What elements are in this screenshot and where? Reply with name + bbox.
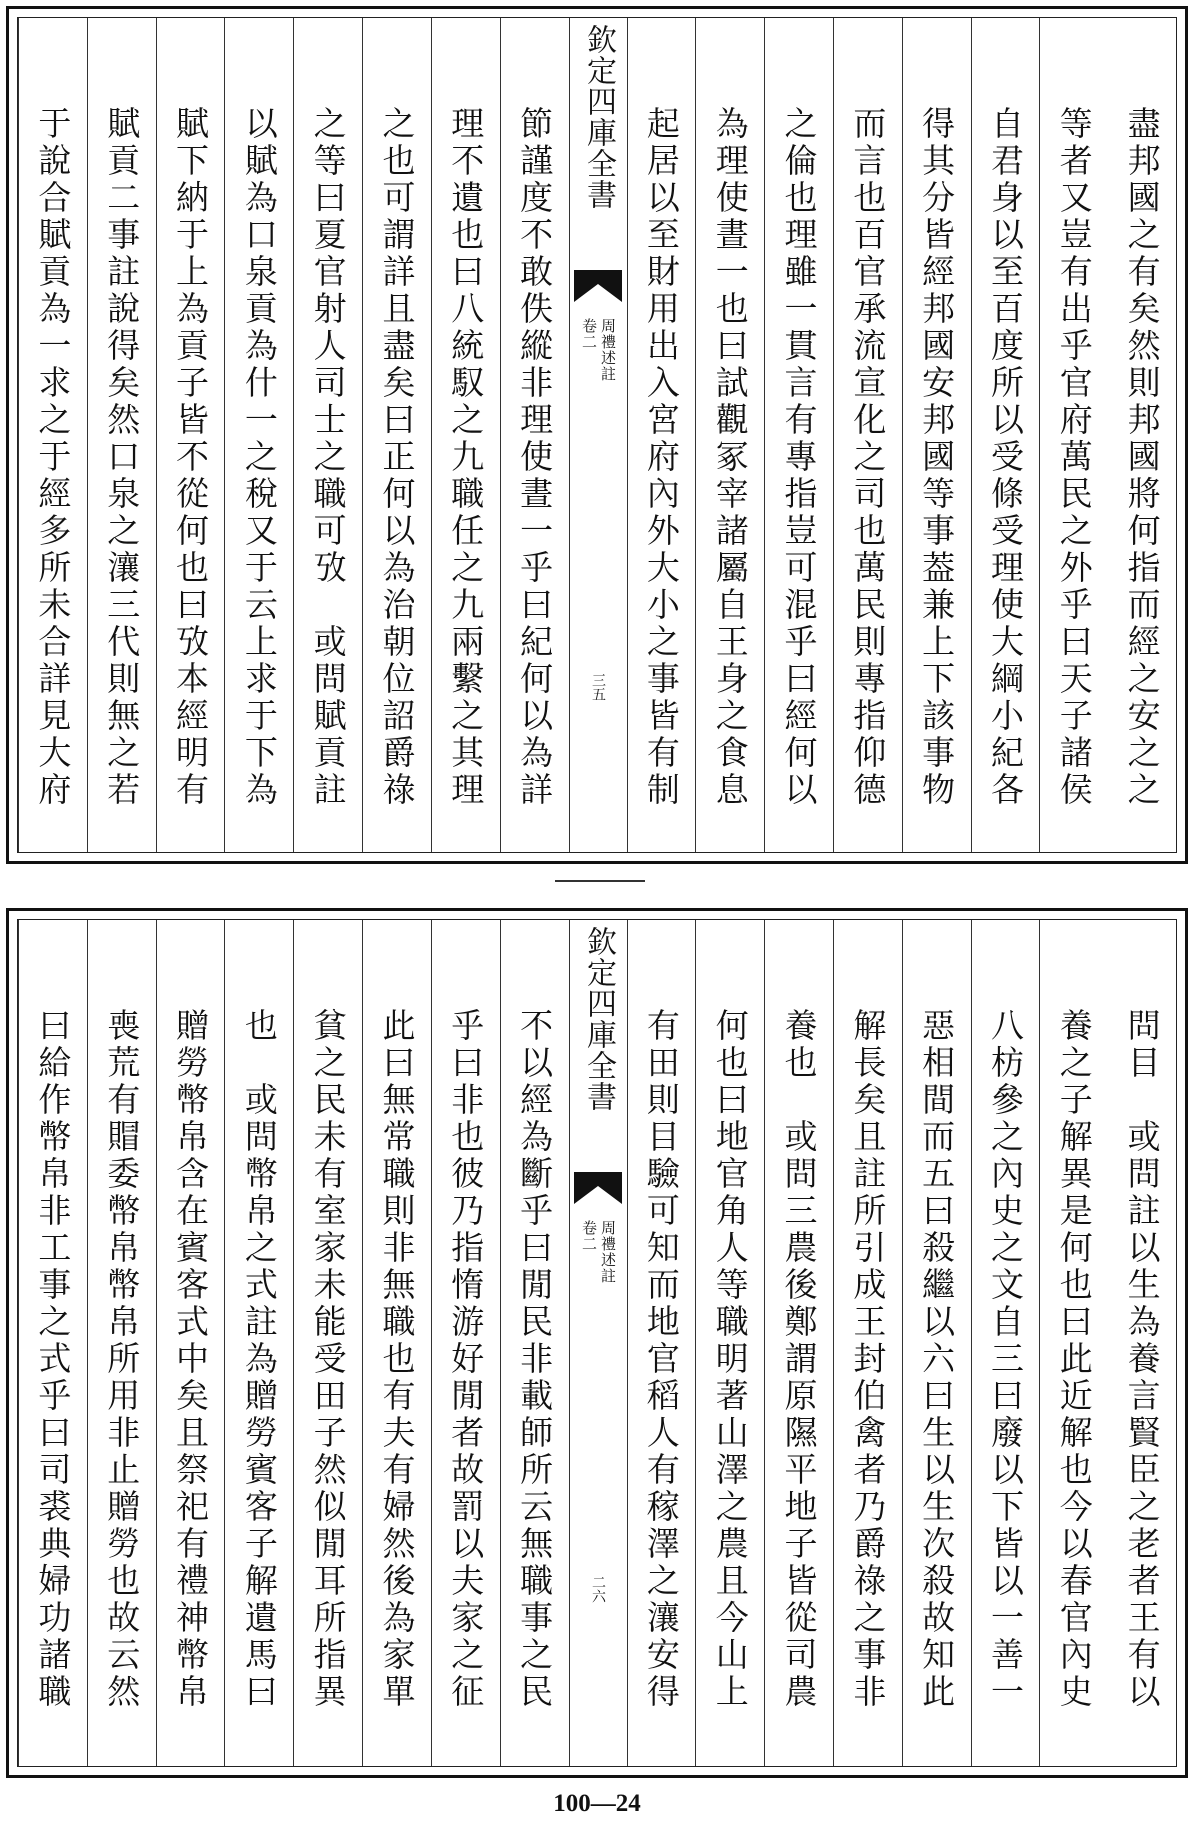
leaf-number: 三五: [590, 673, 606, 701]
text-column: 得其分皆經邦國安邦國等事葢兼上下該事物: [902, 18, 971, 852]
page-frame: [17, 17, 1177, 853]
center-fold: [569, 18, 627, 852]
volume-number: 卷二: [580, 1220, 598, 1252]
text-column: 解長矣且註所引成王封伯禽者乃爵祿之事非: [833, 920, 902, 1766]
text-column: 以賦為口泉貢為什一之稅又于云上求于下為: [224, 18, 293, 852]
collection-title: 欽定四庫全書: [581, 24, 616, 210]
text-column: 賦貢二事註說得矣然口泉之瀼三代則無之若: [87, 18, 156, 852]
text-column: 有田則目驗可知而地官稻人有稼澤之瀼安得: [627, 920, 696, 1766]
text-column: 之等曰夏官射人司士之職可攷 或問賦貢註: [293, 18, 362, 852]
book-and-volume-label: [581, 1220, 615, 1284]
text-column: 何也曰地官角人等職明著山澤之農且今山上: [695, 920, 764, 1766]
text-column: 之倫也理雖一貫言有專指豈可混乎曰經何以: [764, 18, 833, 852]
text-column: 此曰無常職則非無職也有夫有婦然後為家單: [362, 920, 431, 1766]
page-divider: [555, 880, 645, 882]
text-column: 盡邦國之有矣然則邦國將何指而經之安之之: [1122, 106, 1162, 809]
text-column: 惡相間而五曰殺繼以六曰生以生次殺故知此: [902, 920, 971, 1766]
text-column: 八枋參之內史之文自三曰廢以下皆以一善一: [971, 920, 1040, 1766]
text-column: 問目 或問註以生為養言賢臣之老者王有以: [1122, 1008, 1162, 1711]
fishtail-mark-icon: [574, 1172, 622, 1204]
text-column: 節謹度不敢佚縱非理使晝一乎曰紀何以為詳: [500, 18, 569, 852]
text-column: 理不遺也曰八統馭之九職任之九兩繫之其理: [431, 18, 500, 852]
page-frame: [17, 919, 1177, 1767]
book-name: 周禮述註: [599, 1220, 617, 1284]
upper-book-page: [6, 6, 1188, 864]
text-column: 也 或問幣帛之式註為贈勞賓客子解遺馬曰: [224, 920, 293, 1766]
text-column: 等者又豈有出乎官府萬民之外乎曰天子諸侯: [1039, 18, 1108, 852]
text-column: 賦下納于上為貢子皆不從何也曰攷本經明有: [156, 18, 225, 852]
collection-title: 欽定四庫全書: [581, 926, 616, 1112]
text-column: 養之子解異是何也曰此近解也今以春官內史: [1039, 920, 1108, 1766]
text-column: 貧之民未有室家未能受田子然似閒耳所指異: [293, 920, 362, 1766]
text-column: 為理使晝一也曰試觀冢宰諸屬自王身之食息: [695, 18, 764, 852]
volume-number: 卷二: [580, 318, 598, 350]
text-column: 贈勞幣帛含在賓客式中矣且祭祀有禮神幣帛: [156, 920, 225, 1766]
text-column: 自君身以至百度所以受條受理使大綱小紀各: [971, 18, 1040, 852]
fishtail-mark-icon: [574, 270, 622, 302]
text-column: 起居以至財用出入宮府內外大小之事皆有制: [627, 18, 696, 852]
text-column: 之也可謂詳且盡矣曰正何以為治朝位詔爵祿: [362, 18, 431, 852]
text-column: 于說合賦貢為一求之于經多所未合詳見大府: [18, 18, 87, 852]
text-column: 而言也百官承流宣化之司也萬民則專指仰德: [833, 18, 902, 852]
lower-book-page: [6, 908, 1188, 1778]
leaf-number: 二六: [590, 1575, 606, 1603]
text-column: 不以經為斷乎曰閒民非載師所云無職事之民: [500, 920, 569, 1766]
center-fold: [569, 920, 627, 1766]
book-and-volume-label: [581, 318, 615, 382]
page-number: 100—24: [553, 1790, 641, 1817]
text-column: 乎曰非也彼乃指惰游好閒者故罰以夫家之征: [431, 920, 500, 1766]
text-column: 曰給作幣帛非工事之式乎曰司裘典婦功諸職: [18, 920, 87, 1766]
text-column: 喪荒有賵委幣帛幣帛所用非止贈勞也故云然: [87, 920, 156, 1766]
text-column: 養也 或問三農後鄭謂原隰平地子皆從司農: [764, 920, 833, 1766]
book-name: 周禮述註: [599, 318, 617, 382]
